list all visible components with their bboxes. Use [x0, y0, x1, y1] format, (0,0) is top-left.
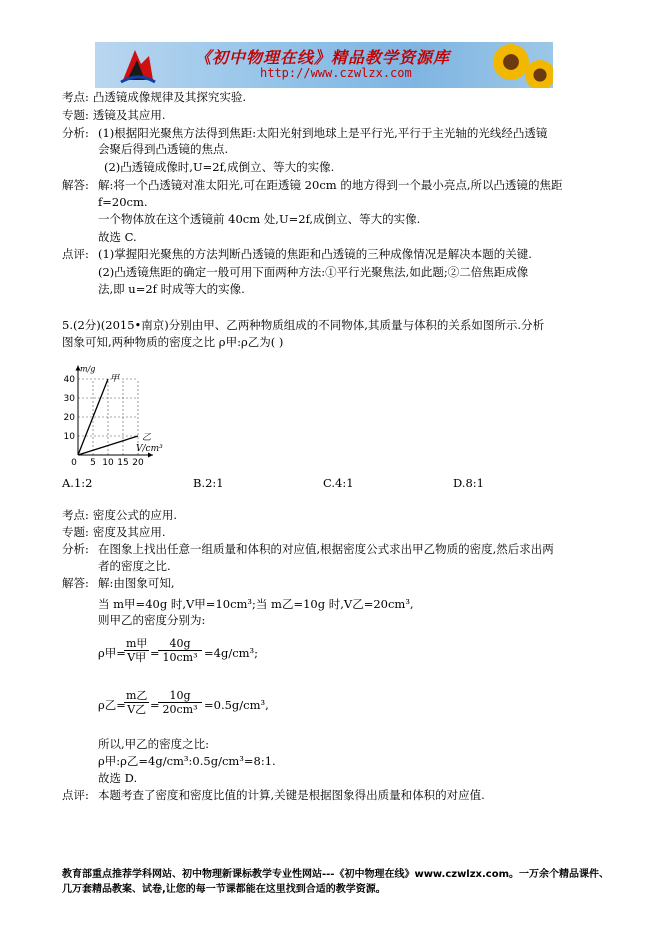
q4-kaodian [62, 89, 246, 105]
y-axis-label: m/g [80, 364, 96, 374]
q4-jieda-2: 一个物体放在这个透镜前 40cm 处,U=2f,成倒立、等大的实像. [98, 212, 421, 226]
y-tick-label: 40 [63, 375, 75, 385]
y-tick-label: 10 [63, 432, 75, 442]
q5-jieda-3: 则甲乙的密度分别为: [98, 613, 206, 627]
header-banner [95, 42, 553, 88]
option-d[interactable]: D.8:1 [453, 476, 484, 490]
q4-dianping-label: 点评: [62, 247, 89, 261]
option-a[interactable]: A.1:2 [62, 476, 93, 490]
value: 凸透镜成像规律及其探究实验. [92, 90, 247, 104]
q5-dianping: 本题考查了密度和密度比值的计算,关键是根据图象得出质量和体积的对应值. [98, 788, 485, 802]
equals: = [150, 646, 160, 660]
numerator: 40g [158, 637, 202, 651]
value: 密度及其应用. [92, 525, 166, 539]
rho-jia-result: =4g/cm³; [204, 646, 259, 660]
numerator: m乙 [126, 689, 148, 702]
q4-jieda-3: 故选 C. [98, 230, 137, 244]
denominator: 20cm³ [162, 703, 198, 716]
footer-line-2: 几万套精品教案、试卷,让您的每一节课都能在这里找到合适的教学资源。 [62, 884, 386, 895]
q5-jieda-5: ρ甲:ρ乙=4g/cm³:0.5g/cm³=8:1. [98, 754, 276, 768]
logo-icon [119, 46, 157, 84]
q5-jieda-1: 解:由图象可知, [98, 576, 175, 590]
header-url[interactable]: http://www.czwlzx.com [260, 66, 412, 80]
q4-jieda-1b: f=20cm. [98, 195, 148, 209]
sunflower-image [493, 44, 529, 80]
q4-fenxi-label: 分析: [62, 126, 89, 140]
q4-fenxi-2: (2)凸透镜成像时,U=2f,成倒立、等大的实像. [104, 160, 335, 174]
value: 透镜及其应用. [92, 108, 166, 122]
label: 考点: [62, 508, 89, 522]
x-tick-label: 5 [90, 458, 96, 468]
rho-yi-fraction-1 [124, 689, 149, 716]
rho-jia-fraction-2 [158, 637, 202, 664]
option-c[interactable]: C.4:1 [323, 476, 354, 490]
option-b[interactable]: B.2:1 [193, 476, 224, 490]
label: 专题: [62, 525, 89, 539]
y-tick-label: 30 [63, 394, 75, 404]
rho-jia-prefix: ρ甲= [98, 646, 126, 660]
x-tick-label: 0 [71, 458, 77, 468]
q5-jieda-6: 故选 D. [98, 771, 138, 785]
q5-stem-2: 图象可知,两种物质的密度之比 ρ甲:ρ乙为( ) [62, 335, 284, 349]
x-tick-label: 15 [117, 458, 129, 468]
numerator: 10g [158, 689, 202, 703]
denominator: 10cm³ [162, 651, 198, 664]
x-tick-label: 20 [132, 458, 144, 468]
header-title: 《初中物理在线》精品教学资源库 [195, 48, 451, 67]
denominator: V乙 [127, 703, 147, 716]
q5-fenxi-2: 者的密度之比. [98, 559, 171, 573]
q4-jieda-label: 解答: [62, 178, 89, 192]
q4-zhuanti [62, 107, 166, 123]
rho-yi-result: =0.5g/cm³, [204, 698, 269, 712]
q5-zhuanti [62, 524, 166, 540]
series-label: 乙 [142, 433, 152, 443]
q4-dianping-2b: 法,即 u=2f 时成等大的实像. [98, 282, 245, 296]
q4-dianping-2a: (2)凸透镜焦距的确定一般可用下面两种方法:①平行光聚焦法,如此题;②二倍焦距成像 [98, 265, 529, 279]
q5-stem-1: 5.(2分)(2015•南京)分别由甲、乙两种物质组成的不同物体,其质量与体积的关系如图所示.分析 [62, 318, 545, 332]
q4-dianping-1: (1)掌握阳光聚焦的方法判断凸透镜的焦距和凸透镜的三种成像情况是解决本题的关键. [98, 247, 532, 261]
series-label: 甲 [110, 374, 120, 384]
numerator: m甲 [126, 637, 148, 650]
q5-jieda-4: 所以,甲乙的密度之比: [98, 737, 210, 751]
q5-fenxi-label: 分析: [62, 542, 89, 556]
label: 专题: [62, 108, 89, 122]
y-tick-label: 20 [63, 413, 75, 423]
rho-yi-fraction-2 [158, 689, 202, 716]
q5-jieda-label: 解答: [62, 576, 89, 590]
x-axis-label: V/cm³ [136, 444, 163, 454]
q5-jieda-2: 当 m甲=40g 时,V甲=10cm³;当 m乙=10g 时,V乙=20cm³, [98, 597, 414, 611]
q5-fenxi-1: 在图象上找出任意一组质量和体积的对应值,根据密度公式求出甲乙物质的密度,然后求出两 [98, 542, 554, 556]
denominator: V甲 [127, 651, 147, 664]
q4-fenxi-1b: 会聚后得到凸透镜的焦点. [98, 142, 229, 156]
x-tick-label: 10 [102, 458, 114, 468]
footer-line-1: 教育部重点推荐学科网站、初中物理新课标教学专业性网站---《初中物理在线》www.czwlzx.com。一万余个精品课件、 [62, 869, 610, 880]
q4-jieda-1a: 解:将一个凸透镜对准太阳光,可在距透镜 20cm 的地方得到一个最小亮点,所以凸透镜的焦距 [98, 178, 563, 192]
equals: = [150, 698, 160, 712]
q5-kaodian [62, 507, 177, 523]
label: 考点: [62, 90, 89, 104]
value: 密度公式的应用. [92, 508, 178, 522]
q4-fenxi-1a: (1)根据阳光聚焦方法得到焦距:太阳光射到地球上是平行光,平行于主光轴的光线经凸透镜 [98, 126, 548, 140]
rho-jia-fraction-1 [124, 637, 149, 664]
sunflower-image-2 [525, 60, 553, 88]
q5-dianping-label: 点评: [62, 788, 89, 802]
rho-yi-prefix: ρ乙= [98, 698, 126, 712]
mass-volume-chart [58, 358, 198, 468]
